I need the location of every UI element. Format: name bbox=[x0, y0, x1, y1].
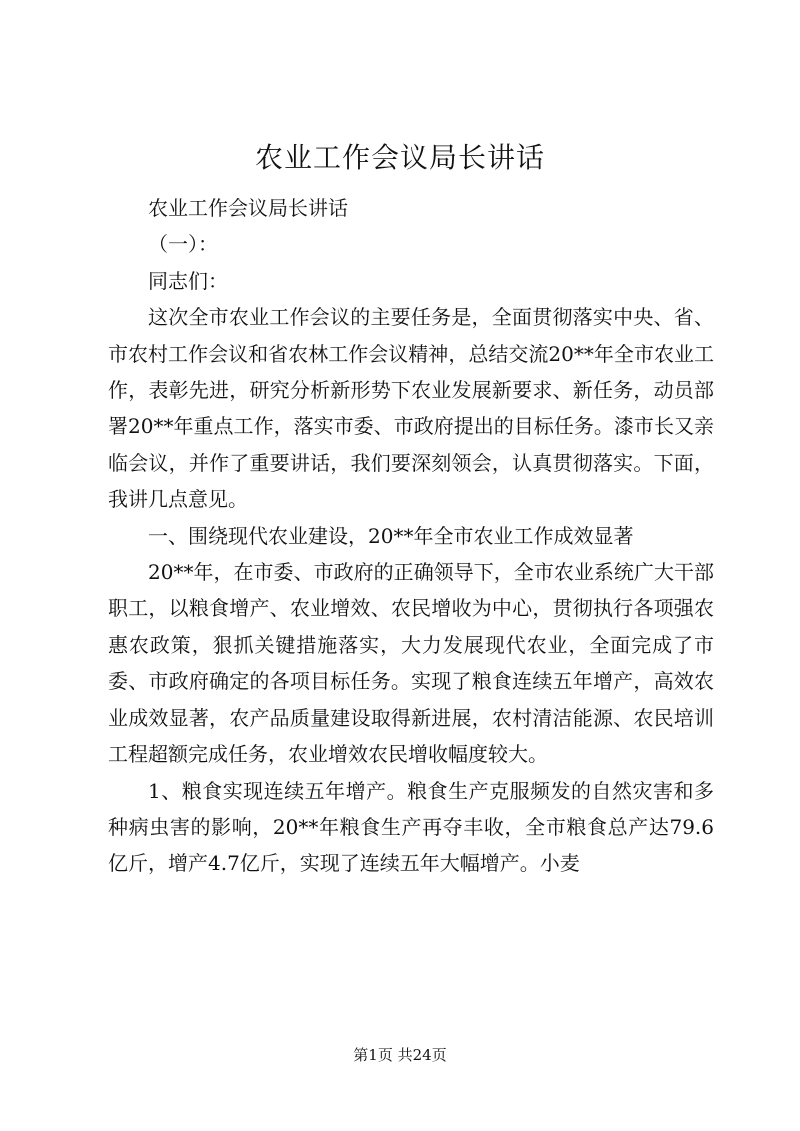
salutation-paragraph: 同志们： bbox=[148, 268, 228, 293]
summary-paragraph: 20**年，在市委、市政府的正确领导下，全市农业系统广大干部职工，以粮食增产、农业增效、农民增收为中心，贯彻执行各项强农惠农政策，狠抓关键措施落实，大力发展现代农业，全面完成了市委、市政府确定的各项目标任务。实现了粮食连续五年增产，高效农业成效显著，农产品质量建设取得新进展，农村清洁能源、农民培训工程超额完成任务，农业增效农民增收幅度较大。 bbox=[108, 560, 714, 767]
heading-paragraph: 一、围绕现代农业建设，20**年全市农业工作成效显著 bbox=[148, 523, 634, 548]
grain-paragraph: 1、粮食实现连续五年增产。粮食生产克服频发的自然灾害和多种病虫害的影响，20**年粮食生产再夺丰收，全市粮食总产达79.6亿斤，增产4.7亿斤，实现了连续五年大幅增产。小麦 bbox=[108, 778, 714, 876]
intro-paragraph: 这次全市农业工作会议的主要任务是，全面贯彻落实中央、省、市农村工作会议和省农林工作会议精神，总结交流20**年全市农业工作，表彰先进，研究分析新形势下农业发展新要求、新任务，动员部署20**年重点工作，落实市委、市政府提出的目标任务。漆市长又亲临会议，并作了重要讲话，我们要深刻领会，认真贯彻落实。下面，我讲几点意见。 bbox=[108, 305, 714, 512]
section-marker-paragraph: （一）： bbox=[148, 232, 218, 257]
page-number-footer: 第1页 共24页 bbox=[353, 1046, 447, 1064]
document-body bbox=[108, 190, 714, 882]
subtitle-paragraph: 农业工作会议局长讲话 bbox=[148, 196, 348, 220]
document-title: 农业工作会议局长讲话 bbox=[254, 141, 545, 174]
